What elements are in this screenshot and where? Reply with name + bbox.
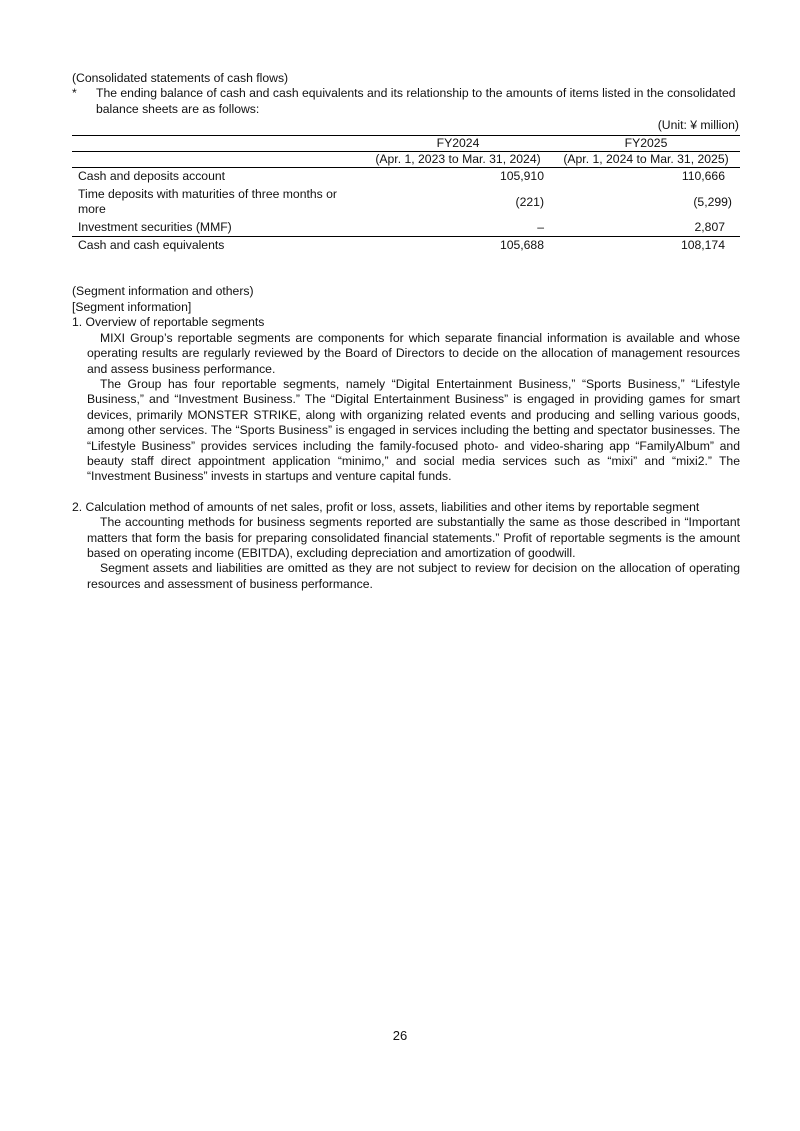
header-fy2025-period: (Apr. 1, 2024 to Mar. 31, 2025): [563, 152, 729, 167]
fy2025-value: 110,666: [681, 169, 725, 184]
unit-label: (Unit: ¥ million): [657, 118, 739, 133]
section-2-paragraph-1: [72, 515, 740, 561]
fy2025-value: 108,174: [680, 238, 725, 253]
table-row-total: [72, 237, 740, 255]
header-fy2024-year: FY2024: [436, 135, 480, 150]
table-row: [72, 219, 740, 237]
section-1-paragraph-2: [72, 377, 740, 485]
page-number: 26: [392, 1028, 408, 1043]
paragraph-text: The accounting methods for business segments reported are substantially the same as those described in “Important matters that form the basis for preparing consolidated financial statements.” Profit of reportable segments is the amount based on operating income (EBITDA), excluding depreciation and amortization of goodwill.: [87, 515, 740, 560]
table-row: [72, 186, 740, 219]
section-2-paragraph-2: [72, 561, 740, 592]
segment-section: [72, 284, 740, 592]
cash-equivalents-table: [72, 135, 740, 255]
section-2-title: 2. Calculation method of amounts of net sales, profit or loss, assets, liabilities and other items by reportable segment: [72, 499, 700, 514]
table-row: [72, 168, 740, 186]
segment-heading: (Segment information and others): [72, 284, 254, 299]
section-1-paragraph-1: [72, 331, 740, 377]
paragraph-text: MIXI Group’s reportable segments are components for which separate financial information is available and whose operating results are regularly reviewed by the Board of Directors to decide on the allocation of management resources and assess business performance.: [87, 330, 740, 376]
fy2024-value: 105,688: [499, 238, 544, 253]
segment-subheading: [Segment information]: [72, 299, 192, 314]
fy2024-value: –: [537, 219, 544, 234]
cash-flows-note: [72, 86, 740, 117]
fy2024-value: 105,910: [499, 169, 544, 184]
row-label: Cash and cash equivalents: [78, 238, 225, 253]
note-asterisk: *: [72, 86, 77, 101]
note-text: The ending balance of cash and cash equivalents and its relationship to the amounts of items listed in the consolidated balance sheets are as follows:: [96, 86, 736, 116]
header-blank: [72, 152, 364, 168]
header-fy2025-year: FY2025: [624, 135, 668, 150]
row-label: Cash and deposits account: [78, 169, 226, 184]
fy2025-value: (5,299): [693, 194, 732, 209]
section-1-title: 1. Overview of reportable segments: [72, 315, 265, 330]
cash-flows-heading: (Consolidated statements of cash flows): [72, 71, 289, 85]
paragraph-text: The Group has four reportable segments, namely “Digital Entertainment Business,” “Sports Business,” “Lifestyle Business,” and “Investment Business.” The “Digital Entertainment Business” is engaged in providing games for smart devices, primarily MONSTER STRIKE, along with organizing related events and producing and selling various goods, among other services. The “Sports Business” is engaged in services including the betting and spectator businesses. The “Lifestyle Business” provides services including the family-focused photo- and video-sharing app “FamilyAlbum” and beauty staff direct appointment application “minimo,” and social media services such as “mixi” and “mixi2.” The “Investment Business” invests in startups and venture capital funds.: [87, 376, 740, 484]
header-blank: [72, 135, 364, 151]
document-page: [72, 71, 740, 592]
paragraph-text: Segment assets and liabilities are omitted as they are not subject to review for decision on the allocation of operating resources and assessment of business performance.: [87, 561, 740, 591]
fy2024-value: (221): [515, 194, 544, 209]
header-fy2024-period: (Apr. 1, 2023 to Mar. 31, 2024): [375, 152, 541, 167]
row-label: Investment securities (MMF): [78, 219, 232, 234]
row-label: Time deposits with maturities of three months or more: [78, 186, 337, 217]
fy2025-value: 2,807: [694, 219, 725, 234]
